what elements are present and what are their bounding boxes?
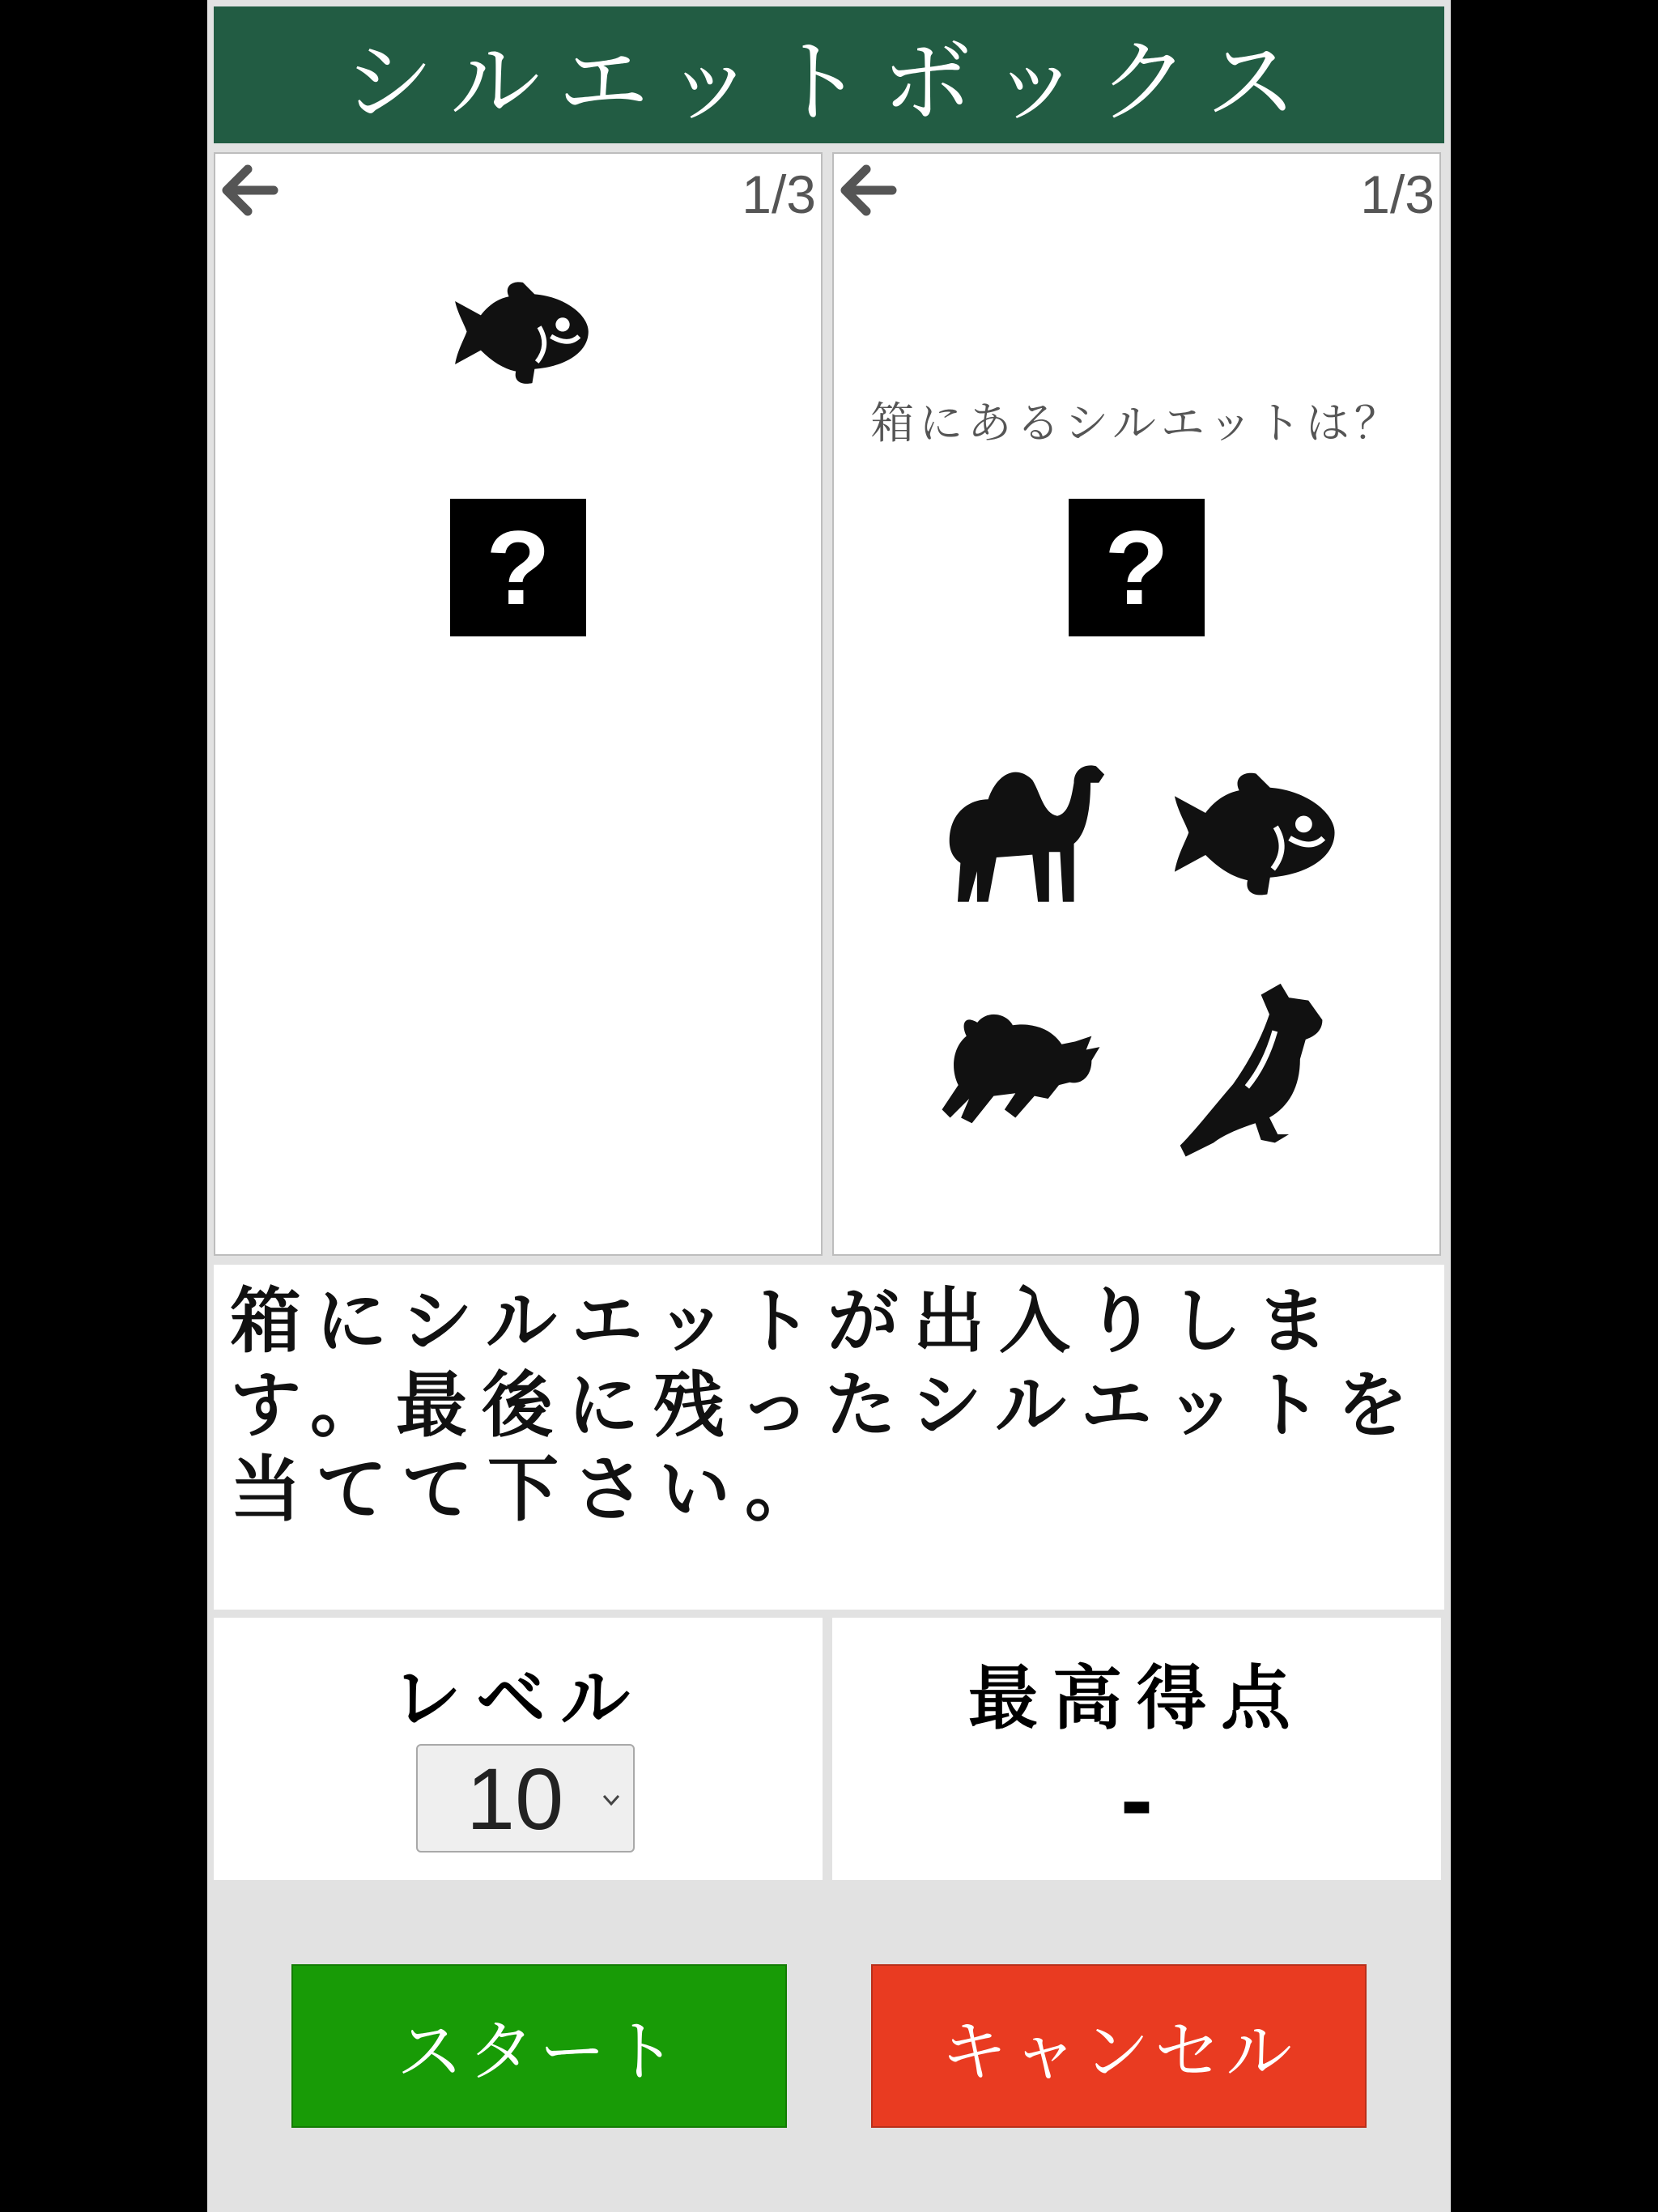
answer-panel xyxy=(832,152,1441,1256)
fish-icon xyxy=(450,280,591,385)
bull-icon[interactable] xyxy=(936,1001,1106,1137)
instructions-text: 箱にシルエットが出入りします。最後に残ったシルエットを当てて下さい。 xyxy=(214,1265,1444,1610)
best-score-label: 最高得点 xyxy=(968,1658,1305,1739)
camel-icon[interactable] xyxy=(939,758,1109,910)
best-score-box xyxy=(832,1618,1441,1880)
level-label: レベル xyxy=(392,1658,644,1739)
best-score-value: - xyxy=(1120,1755,1154,1850)
chevron-down-icon xyxy=(597,1786,625,1814)
sequence-panel xyxy=(214,152,823,1256)
step-counter: 1/3 xyxy=(1360,164,1435,224)
arrow-left-icon[interactable] xyxy=(220,160,280,220)
level-select[interactable] xyxy=(416,1744,635,1853)
cancel-button[interactable]: キャンセル xyxy=(871,1964,1367,2128)
mystery-box: ? xyxy=(1069,499,1205,636)
step-counter: 1/3 xyxy=(742,164,816,224)
mystery-box: ? xyxy=(450,499,586,636)
app-frame xyxy=(207,0,1451,2212)
question-text: 箱にあるシルエットは？ xyxy=(870,398,1403,449)
start-button[interactable]: スタート xyxy=(291,1964,787,2128)
page-title: シルエットボックス xyxy=(214,6,1444,143)
fish-icon[interactable] xyxy=(1167,771,1339,897)
arrow-left-icon[interactable] xyxy=(839,160,899,220)
bird-icon[interactable] xyxy=(1177,978,1331,1159)
level-box xyxy=(214,1618,823,1880)
level-value: 10 xyxy=(466,1749,564,1848)
